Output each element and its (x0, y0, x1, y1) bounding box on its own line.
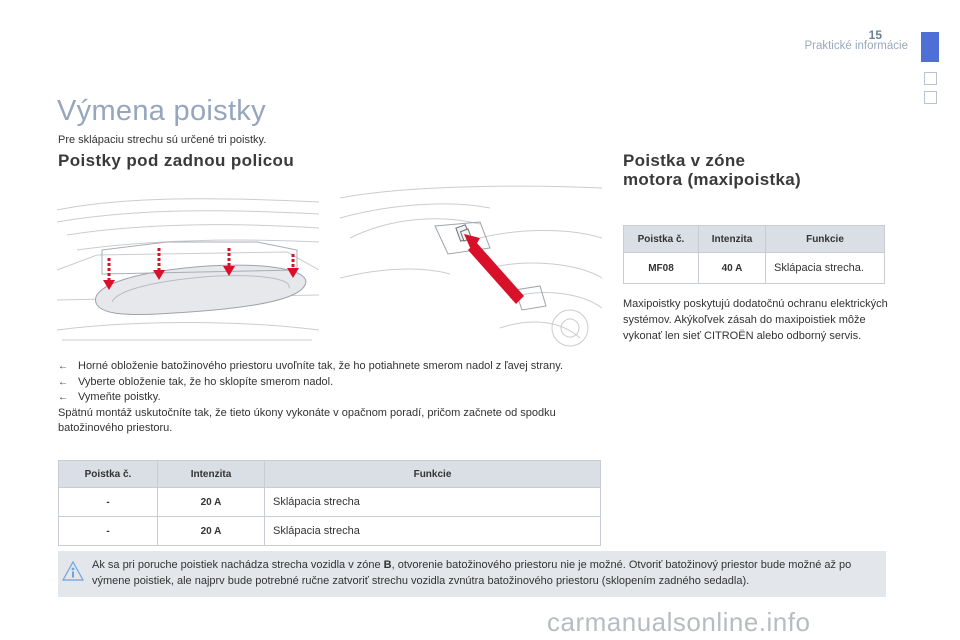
col-header-rating: Intenzita (699, 226, 766, 253)
col-header-function: Funkcie (265, 461, 601, 488)
cell-function: Sklápacia strecha (265, 517, 601, 546)
cell-rating: 20 A (158, 488, 265, 517)
table-row (624, 253, 885, 284)
watermark: carmanualsonline.info (547, 607, 811, 637)
table-header-row (59, 461, 601, 488)
cell-rating: 20 A (158, 517, 265, 546)
page-title: Výmena poistky (57, 95, 266, 127)
list-item: ← Vyberte obloženie tak, že ho sklopíte smerom nadol. (58, 375, 598, 391)
right-section-heading: Poistka v zóne motora (maxipoistka) (623, 151, 801, 189)
info-note-text: Ak sa pri poruche poistiek nachádza strecha vozidla v zóne B, otvorenie batožinového priestoru nie je možné. Otvoriť batožinový priestor bude možné až po výmene poistiek, ale najprv bude potrebné ručne zatvoriť strechu vozidla zvnútra batožinového priestoru (sklopením zadného sedadla). (92, 559, 852, 587)
bullet-arrow-icon: ← (58, 392, 68, 403)
maxi-fuse-paragraph: Maxipoistky poskytujú dodatočnú ochranu elektrických systémov. Akýkoľvek zásah do maxipoistiek môže vykonať len sieť CITROËN alebo odborný servis. (623, 298, 888, 342)
col-header-fuse-no: Poistka č. (624, 226, 699, 253)
section-title: Praktické informácie (804, 40, 908, 52)
list-item: ← Horné obloženie batožinového priestoru uvoľníte tak, že ho potiahnete smerom nadol z ľavej strany. (58, 359, 598, 375)
cell-fuse-no: - (59, 517, 158, 546)
col-header-fuse-no: Poistka č. (59, 461, 158, 488)
cell-function: Sklápacia strecha (265, 488, 601, 517)
left-section-heading: Poistky pod zadnou policou (58, 151, 295, 170)
chapter-tab-active[interactable] (921, 32, 939, 62)
maxi-fuse-table (623, 225, 885, 284)
cell-rating: 40 A (699, 253, 766, 284)
chapter-tab[interactable] (924, 91, 937, 104)
trunk-illustration (57, 180, 319, 348)
chapter-tab[interactable] (924, 72, 937, 85)
zone-label: B (383, 559, 392, 571)
cell-function: Sklápacia strecha. (766, 253, 885, 284)
cell-fuse-no: MF08 (624, 253, 699, 284)
col-header-function: Funkcie (766, 226, 885, 253)
table-row (59, 488, 601, 517)
table-header-row (624, 226, 885, 253)
intro-text: Pre sklápaciu strechu sú určené tri poistky. (58, 134, 267, 146)
cell-fuse-no: - (59, 488, 158, 517)
list-item: ← Vymeňte poistky. (58, 390, 598, 406)
info-icon (62, 560, 84, 582)
col-header-rating: Intenzita (158, 461, 265, 488)
fuse-box-illustration (340, 178, 602, 354)
reassembly-text: Spätnú montáž uskutočníte tak, že tieto úkony vykonáte v opačnom poradí, pričom začnete od spodku batožinového priestoru. (58, 406, 556, 434)
bullet-arrow-icon: ← (58, 376, 68, 388)
rear-fuse-table (58, 460, 601, 546)
page-number: 15 (868, 28, 882, 42)
instruction-list (58, 359, 598, 437)
bullet-arrow-icon: ← (58, 361, 68, 372)
table-row (59, 517, 601, 546)
